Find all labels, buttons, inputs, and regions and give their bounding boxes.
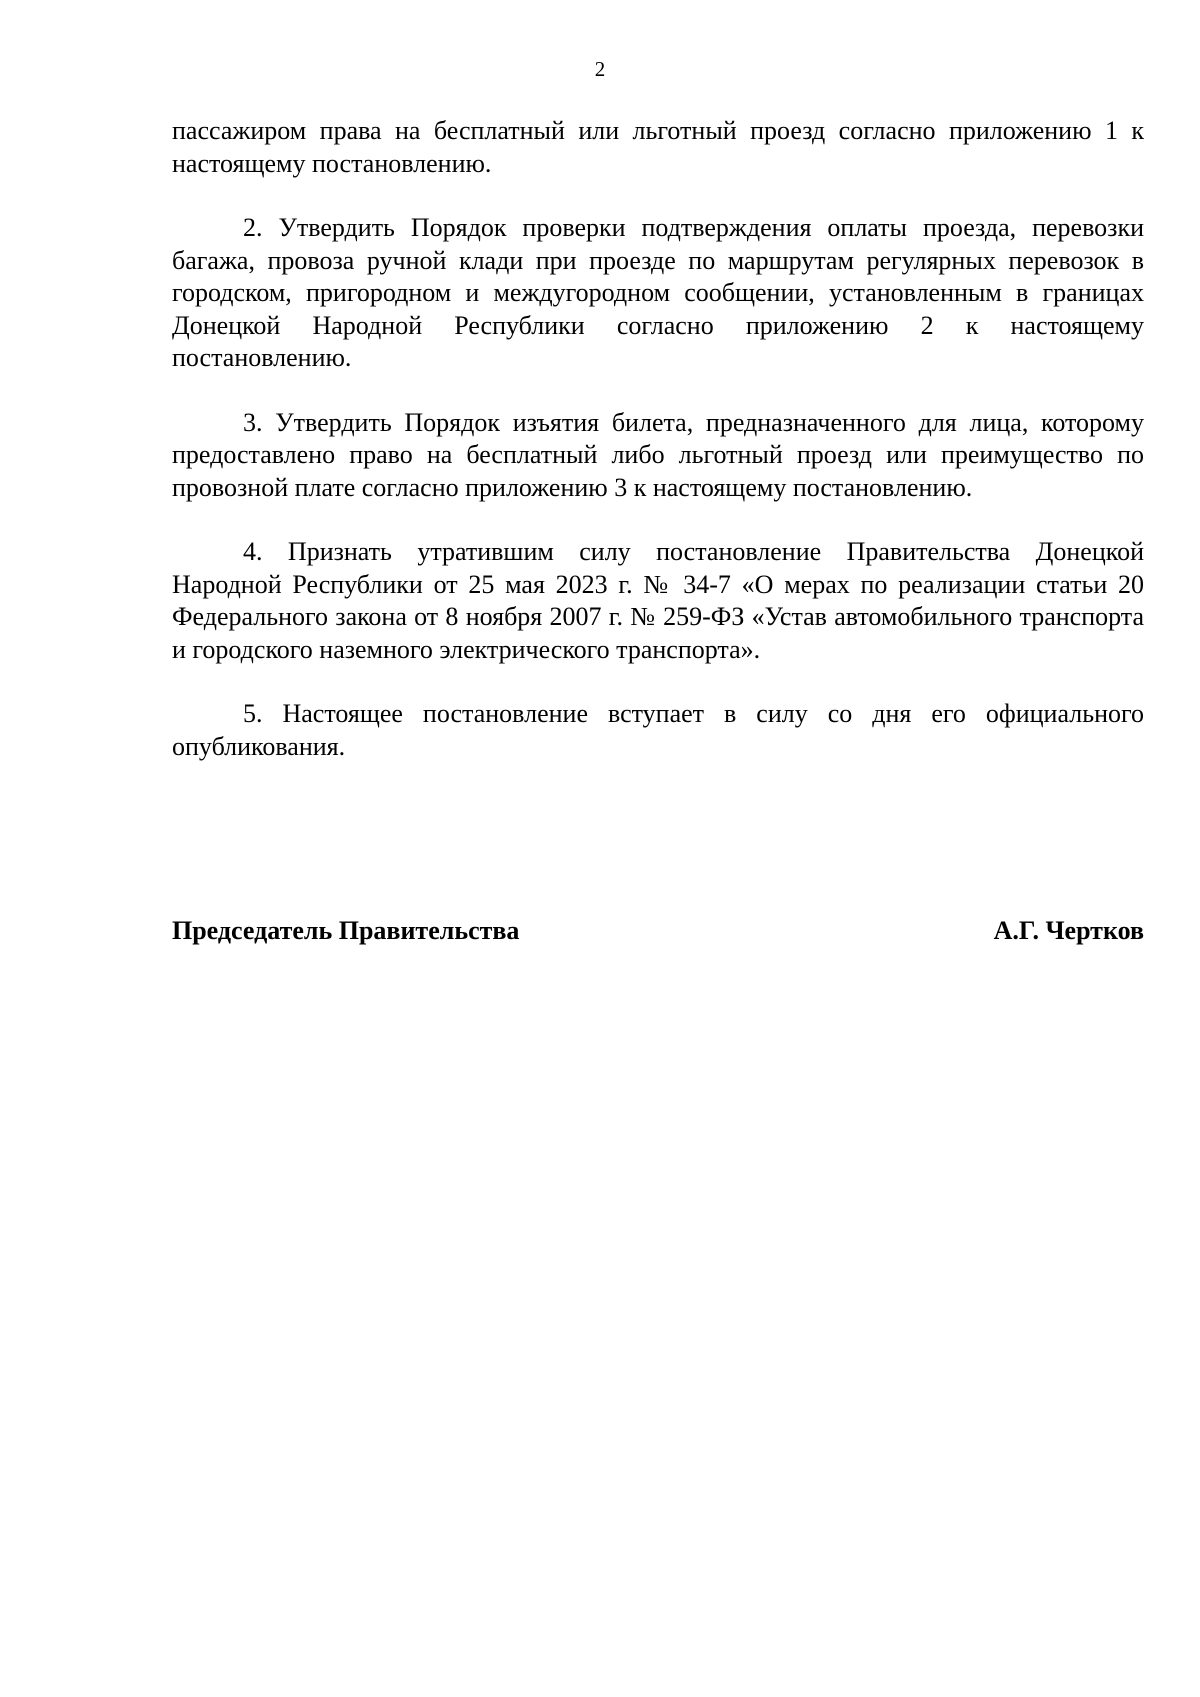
signature-block	[172, 915, 1144, 947]
paragraph-item-2: 2. Утвердить Порядок проверки подтверждения оплаты проезда, перевозки багажа, провоза ручной клади при проезде по маршрутам регулярных перевозок в городском, пригородном и междугородном сообщении, установленным в границах Донецкой Народной Республики согласно приложению 2 к настоящему постановлению.	[172, 213, 1144, 372]
signatory-name: А.Г. Чертков	[993, 916, 1144, 945]
paragraph-item-3: 3. Утвердить Порядок изъятия билета, предназначенного для лица, которому предоставлено право на бесплатный либо льготный проезд или преимущество по провозной плате согласно приложению 3 к настоящему постановлению.	[172, 407, 1144, 502]
signatory-position: Председатель Правительства	[172, 916, 520, 945]
page-number: 2	[594, 57, 606, 81]
paragraph-item-4: 4. Признать утратившим силу постановление Правительства Донецкой Народной Республики от 25 мая 2023 г. № 34-7 «О мерах по реализации статьи 20 Федерального закона от 8 ноября 2007 г. № 259-ФЗ «Устав автомобильного транспорта и городского наземного электрического транспорта».	[172, 537, 1144, 664]
paragraph-item-5: 5. Настоящее постановление вступает в силу со дня его официального опубликования.	[172, 699, 1144, 761]
paragraph-continuation: пассажиром права на бесплатный или льготный проезд согласно приложению 1 к настоящему постановлению.	[172, 116, 1144, 178]
document-body	[172, 115, 1144, 795]
